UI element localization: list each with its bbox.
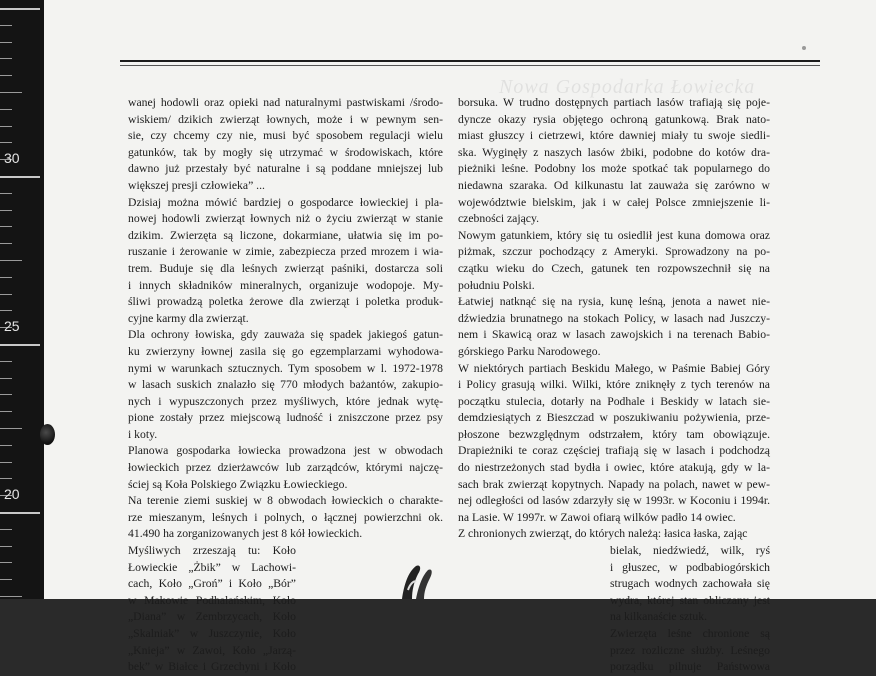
text-line: nych i wypuszczonych przez myśliwych, które jednak wytę- (128, 394, 443, 408)
punch-hole (40, 424, 55, 445)
text-line: piżmak, szczur pochodzący z Ameryki. Sprowadzony na po- (458, 245, 770, 259)
ruler-tick (0, 344, 40, 346)
right-text-column (458, 95, 770, 676)
ruler-tick (0, 243, 12, 244)
text-line: na kilkanaście sztuk. (610, 610, 708, 624)
ruler-tick (0, 428, 22, 429)
text-line: dzikim. Zwierzęta są liczone, dokarmiane, ułatwia się im po- (128, 228, 443, 242)
document-page (44, 0, 876, 674)
ruler-tick (0, 310, 12, 311)
text-line: Z chronionych zwierząt, do których należą: łasica łaska, zając (458, 527, 748, 541)
header-rule-thin (120, 65, 820, 66)
text-line: początku stulecia, dotarły na Podhale i Beskidy w latach sie- (458, 394, 770, 408)
ruler-tick (0, 361, 12, 362)
text-line: niedawna szaraka. Od kilkunastu lat zauważa się zarówno w (458, 178, 770, 192)
text-line: borsuka. W trudno dostępnych partiach lasów trafiają się poje- (458, 96, 770, 109)
ruler-tick (0, 193, 12, 194)
text-line: W niektórych partiach Beskidu Małego, w Paśmie Babiej Góry (458, 361, 770, 375)
text-line: „Diana” w Zembrzycach, Koło (128, 610, 296, 624)
text-line: sach brak zwierząt kopytnych. Napady na polach, nawet w pew- (458, 477, 770, 491)
text-line: województwie bielskim, jak i w całej Polsce zmniejszenie li- (458, 195, 770, 209)
text-line: Łatwiej natknąć się na rysia, kunę leśną, jenota a nawet nie- (458, 295, 770, 309)
text-line: „Knieja” w Zawoi, Koło „Jarzą- (128, 643, 296, 657)
header-rule (120, 60, 820, 62)
measuring-ruler (0, 0, 44, 599)
text-line: południu Polski. (458, 278, 535, 292)
ruler-tick (0, 529, 12, 530)
ruler-tick (0, 294, 12, 295)
bleed-through-heading: Nowa Gospodarka Łowiecka (499, 76, 756, 98)
text-line: nowej hodowli zwierząt łownych niż o życiu zwierząt w stanie (128, 212, 443, 226)
page-speck (802, 46, 806, 50)
text-line: do niestrzeżonych stad bydła i owiec, które atakują, gdy w la- (458, 461, 770, 475)
ruler-tick (0, 411, 12, 412)
ruler-tick (0, 512, 40, 514)
ruler-tick (0, 562, 12, 563)
text-line: wydra, której stan obliczany jest (610, 593, 770, 607)
ruler-tick (0, 75, 12, 76)
text-line: miast głuszcy i cietrzewi, które dawniej miały tu swoje siedli- (458, 129, 770, 143)
ruler-tick (0, 42, 12, 43)
text-line: wiskiem/ dzikich zwierząt łownych, może i w pewnym sen- (128, 112, 443, 126)
ruler-tick (0, 58, 12, 59)
text-line: Na terenie ziemi suskiej w 8 obwodach łowieckich o charakte- (128, 494, 443, 508)
text-line: na Lasie. W 1997r. w Zawoi ofiarą wilków padło 14 owiec. (458, 510, 736, 524)
text-line: czątku wieku do Czech, gatunek ten rozpowszechnił się na (458, 261, 770, 275)
ruler-tick (0, 378, 12, 379)
text-line: nej odległości od lasów zdarzyły się w 1993r. w Koconiu i 1994r. (458, 494, 770, 508)
ruler-tick (0, 25, 12, 26)
text-line: dyncze okazy rysia objętego ochroną gatunkową. Brak nato- (458, 112, 770, 126)
text-line: pione zostały przez miejscową ludność i zniszczone przez psy (128, 411, 443, 425)
ruler-tick (0, 210, 12, 211)
text-line: Dla ochrony łowiska, gdy zauważa się spadek jakiegoś gatun- (128, 328, 443, 342)
text-line: demdziesiątych z Bieszczad w poszukiwaniu pożywienia, prze- (458, 411, 770, 425)
text-line: w lasach suskich znalazło się 770 młodych bażantów, zakupio- (128, 378, 443, 392)
ruler-tick (0, 445, 12, 446)
text-line: Nowym gatunkiem, który się tu osiedlił jest kuna domowa oraz (458, 228, 770, 242)
text-line: w Makowie Podhalańskim, Koło (128, 593, 296, 607)
ruler-label-25: 25 (4, 318, 20, 334)
text-line: i innych składników mineralnych, organizuje wodopoje. My- (128, 278, 443, 292)
text-line: łowieckich przez dzierżawców lub zarządców, którymi najczę- (128, 461, 443, 475)
animal-photo-fragment (394, 560, 434, 599)
text-line: strugach wodnych zachowała się (610, 577, 770, 591)
ruler-tick (0, 277, 12, 278)
text-line: ściej są Koła Polskiego Związku Łowieckiego. (128, 477, 348, 491)
text-line: nymi w warunkach sztucznych. Tym sposobem w l. 1972-1978 (128, 361, 443, 375)
ruler-tick (0, 579, 12, 580)
text-line: Drapieżniki te coraz częściej trafiają się w lasach i podchodzą (458, 444, 770, 458)
ruler-tick (0, 126, 12, 127)
text-line: i Policy grasują wilki. Wilki, które zniknęły z tych terenów na (458, 378, 770, 392)
text-line: Dzisiaj można mówić bardziej o gospodarce łowieckiej i pla- (128, 195, 443, 209)
text-line: bek” w Białce i Grzechyni i Koło (128, 660, 296, 674)
text-line: pieżniki leśne. Podobny los może spotkać tak popularnego do (458, 162, 770, 176)
text-line: wanej hodowli oraz opieki nad naturalnymi pastwiskami /środo- (128, 96, 443, 109)
text-line: górskiego Parku Narodowego. (458, 344, 601, 358)
text-line: płoszone bezwzględnym odstrzałem, który tam obowiązuje. (458, 427, 770, 441)
text-line: porządku pilnuje Państwowa (610, 660, 770, 674)
text-line: bielak, niedźwiedź, wilk, ryś (610, 544, 770, 558)
text-line: rze mieszanym, leśnych i polnych, o łącznej powierzchni ok. (128, 510, 443, 524)
text-line: przez rozliczne służby. Leśnego (610, 643, 770, 657)
text-line: cach, Koło „Groń” i Koło „Bór” (128, 577, 296, 591)
ruler-tick (0, 478, 12, 479)
text-line: większej presji człowieka” ... (128, 178, 265, 192)
ruler-tick (0, 8, 40, 10)
text-line: 41.490 ha zorganizowanych jest 8 kół łowieckich. (128, 527, 363, 541)
ruler-label-20: 20 (4, 486, 20, 502)
text-line: sie, czy chcemy czy nie, musi być sposobem regulacji wielu (128, 129, 443, 143)
text-line: i koty. (128, 427, 158, 441)
text-line: ku zwierzyny łownej zasila się go egzemplarzami wyhodowa- (128, 344, 443, 358)
text-line: „Skalniak” w Juszczynie, Koło (128, 627, 296, 640)
text-line: dawno już przestały być naturalne i są poddane mniejszej lub (128, 162, 443, 176)
text-line: Zwierzęta leśne chronione są (610, 627, 770, 640)
text-line: Planowa gospodarka łowiecka prowadzona jest w obwodach (128, 444, 443, 458)
text-line: cyjne karmy dla zwierząt. (128, 311, 249, 325)
ruler-tick (0, 394, 12, 395)
ruler-label-30: 30 (4, 150, 20, 166)
ruler-tick (0, 176, 40, 178)
ruler-tick (0, 462, 12, 463)
text-line: Łowieckie „Żbik” w Lachowi- (128, 560, 296, 574)
ruler-tick (0, 546, 12, 547)
text-line: i głuszec, w podbabiogórskich (610, 560, 770, 574)
text-line: czebności zający. (458, 212, 540, 226)
ruler-tick (0, 596, 22, 597)
text-line: ska. Wyginęły z naszych lasów żbiki, podobne do kotów dra- (458, 145, 770, 159)
text-line: gatunków, tak by mogły się utrzymać w środowiskach, które (128, 145, 443, 159)
ruler-tick (0, 92, 22, 93)
ruler-tick (0, 142, 12, 143)
ruler-tick (0, 226, 12, 227)
text-line: trem. Buduje się dla leśnych zwierząt paśniki, dostarcza soli (128, 261, 443, 275)
ruler-tick (0, 109, 12, 110)
ruler-tick (0, 260, 22, 261)
text-line: nem i Skawicą oraz w lasach zawojskich i na terenach Babio- (458, 328, 770, 342)
text-line: śliwi prowadzą poletka żerowe dla zwierząt i poletka produk- (128, 295, 443, 309)
text-line: dźwiedzia brunatnego na stokach Policy, w lasach nad Juszczy- (458, 311, 770, 325)
text-line: Myśliwych zrzeszają tu: Koło (128, 544, 296, 558)
text-line: ruszanie i żerowanie w zimie, zabezpiecza przed mrozem i wia- (128, 245, 443, 259)
